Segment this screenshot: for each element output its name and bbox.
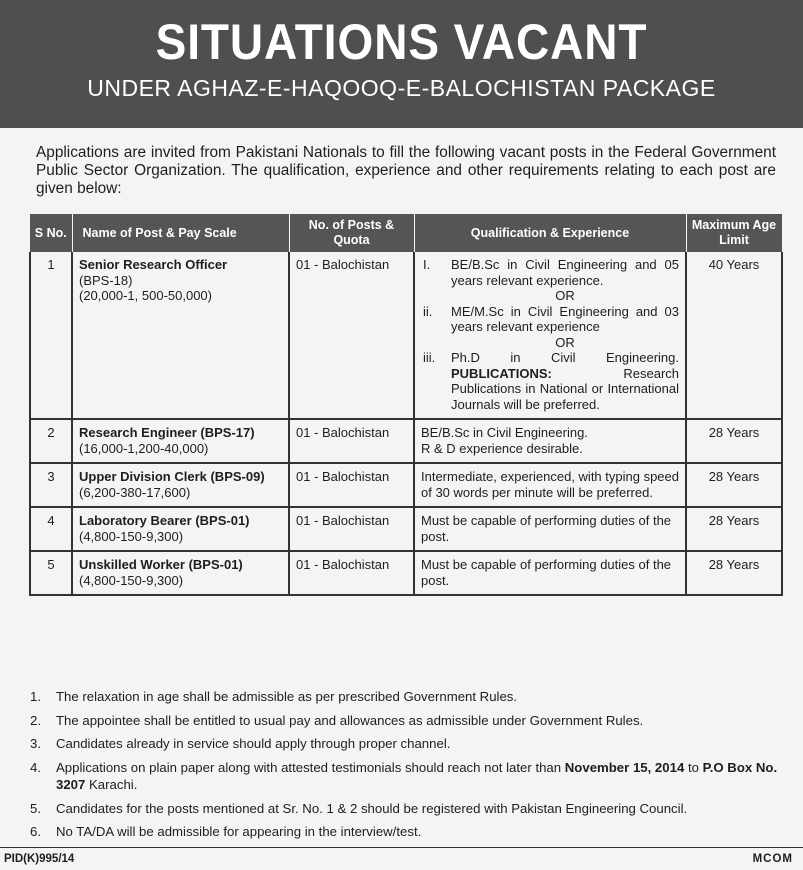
row-qualification bbox=[414, 252, 686, 419]
row-post bbox=[72, 419, 289, 463]
table-row bbox=[30, 419, 782, 463]
qualification-line: BE/B.Sc in Civil Engineering. bbox=[421, 425, 588, 440]
ad-header bbox=[0, 0, 803, 128]
post-name: Research Engineer (BPS-17) bbox=[79, 425, 255, 440]
qualification-item bbox=[421, 350, 679, 412]
row-post bbox=[72, 252, 289, 419]
header-quota: No. of Posts & Quota bbox=[289, 214, 414, 252]
item-number: I. bbox=[423, 257, 431, 272]
po-box: P.O Box No. 3207 bbox=[56, 759, 778, 792]
ad-title: SITUATIONS VACANT bbox=[155, 14, 648, 70]
table-header-row bbox=[30, 214, 782, 252]
item-number: ii. bbox=[423, 303, 433, 319]
item-text: Ph.D in Civil Engineering. bbox=[451, 350, 679, 365]
row-post bbox=[72, 507, 289, 551]
header-qualification: Qualification & Experience bbox=[414, 214, 686, 252]
publications-text: Research Publications in National or International Journals will be preferred. bbox=[451, 365, 679, 412]
row-post bbox=[72, 551, 289, 595]
agency-name: MCOM bbox=[752, 853, 793, 865]
post-name: Upper Division Clerk (BPS-09) bbox=[79, 469, 265, 484]
post-pay: (6,200-380-17,600) bbox=[79, 484, 191, 500]
row-quota: 01 - Balochistan bbox=[289, 551, 414, 595]
post-pay: (4,800-150-9,300) bbox=[79, 572, 184, 588]
post-pay: (20,000-1, 500-50,000) bbox=[79, 288, 212, 303]
note-number: 6. bbox=[30, 824, 41, 839]
note-number: 3. bbox=[30, 736, 41, 751]
row-qualification: Intermediate, experienced, with typing speed of 30 words per minute will be preferred. bbox=[414, 463, 686, 507]
note-number: 2. bbox=[30, 712, 41, 728]
note-text: to bbox=[684, 759, 703, 775]
note-number: 4. bbox=[30, 759, 41, 775]
table-row bbox=[30, 463, 782, 507]
row-sno: 2 bbox=[30, 419, 72, 463]
ad-footer bbox=[0, 847, 803, 870]
header-age: Maximum Age Limit bbox=[686, 214, 782, 252]
row-qualification bbox=[414, 419, 686, 463]
note-text: The appointee shall be entitled to usual pay and allowances as admissible under Government Rules. bbox=[56, 712, 644, 728]
header-sno: S No. bbox=[30, 214, 72, 252]
post-bps: (BPS-18) bbox=[79, 272, 133, 288]
pid-code: PID(K)995/14 bbox=[4, 853, 75, 865]
row-sno: 4 bbox=[30, 507, 72, 551]
note-number: 1. bbox=[30, 689, 41, 704]
posts-table bbox=[29, 214, 783, 596]
table-row bbox=[30, 252, 782, 419]
note-item bbox=[28, 759, 780, 794]
note-text: Candidates already in service should apply through proper channel. bbox=[56, 736, 451, 751]
item-text: BE/B.Sc in Civil Engineering and 05 years relevant experience. bbox=[451, 257, 679, 288]
or-separator: OR bbox=[555, 288, 575, 303]
note-item bbox=[28, 712, 780, 730]
qualification-item bbox=[421, 257, 679, 304]
note-text: Karachi. bbox=[85, 777, 138, 792]
row-sno: 1 bbox=[30, 252, 72, 419]
row-age: 28 Years bbox=[686, 463, 782, 507]
note-item bbox=[28, 823, 780, 841]
deadline-date: November 15, 2014 bbox=[564, 759, 685, 775]
table-row bbox=[30, 551, 782, 595]
row-sno: 5 bbox=[30, 551, 72, 595]
ad-subtitle: UNDER AGHAZ-E-HAQOOQ-E-BALOCHISTAN PACKAGE bbox=[87, 75, 716, 101]
note-text: Applications on plain paper along with attested testimonials should reach not later than bbox=[56, 759, 565, 775]
item-text: ME/M.Sc in Civil Engineering and 03 years relevant experience bbox=[451, 303, 679, 334]
row-post bbox=[72, 463, 289, 507]
post-name: Laboratory Bearer (BPS-01) bbox=[79, 513, 250, 528]
row-age: 28 Years bbox=[686, 419, 782, 463]
row-qualification: Must be capable of performing duties of the post. bbox=[414, 551, 686, 595]
row-age: 28 Years bbox=[686, 551, 782, 595]
header-post: Name of Post & Pay Scale bbox=[72, 214, 289, 252]
table-row bbox=[30, 507, 782, 551]
post-pay: (16,000-1,200-40,000) bbox=[79, 440, 209, 456]
note-text: The relaxation in age shall be admissible as per prescribed Government Rules. bbox=[56, 689, 518, 704]
notes-list bbox=[28, 688, 780, 847]
note-number: 5. bbox=[30, 800, 41, 816]
item-number: iii. bbox=[423, 350, 436, 365]
qualification-list bbox=[421, 257, 679, 412]
post-name: Senior Research Officer bbox=[79, 257, 228, 272]
row-sno: 3 bbox=[30, 463, 72, 507]
note-item bbox=[28, 688, 780, 706]
row-age: 28 Years bbox=[686, 507, 782, 551]
post-name: Unskilled Worker (BPS-01) bbox=[79, 557, 243, 572]
row-quota: 01 - Balochistan bbox=[289, 419, 414, 463]
qualification-item bbox=[421, 304, 679, 351]
qualification-line: R & D experience desirable. bbox=[421, 440, 583, 456]
row-quota: 01 - Balochistan bbox=[289, 507, 414, 551]
note-item bbox=[28, 735, 780, 753]
publications-label: PUBLICATIONS: bbox=[451, 365, 552, 381]
intro-paragraph: Applications are invited from Pakistani Nationals to fill the following vacant posts in the Federal Government Public Sector Organization. The qualification, experience and other requirements relating to each post are given below: bbox=[36, 144, 776, 197]
row-quota: 01 - Balochistan bbox=[289, 463, 414, 507]
or-separator: OR bbox=[555, 334, 575, 350]
row-age: 40 Years bbox=[686, 252, 782, 419]
note-text: Candidates for the posts mentioned at Sr. No. 1 & 2 should be registered with Pakistan Engineering Council. bbox=[56, 800, 688, 816]
note-text: No TA/DA will be admissible for appearing in the interview/test. bbox=[56, 824, 422, 839]
post-pay: (4,800-150-9,300) bbox=[79, 528, 184, 544]
row-quota: 01 - Balochistan bbox=[289, 252, 414, 419]
note-item bbox=[28, 800, 780, 818]
row-qualification: Must be capable of performing duties of the post. bbox=[414, 507, 686, 551]
